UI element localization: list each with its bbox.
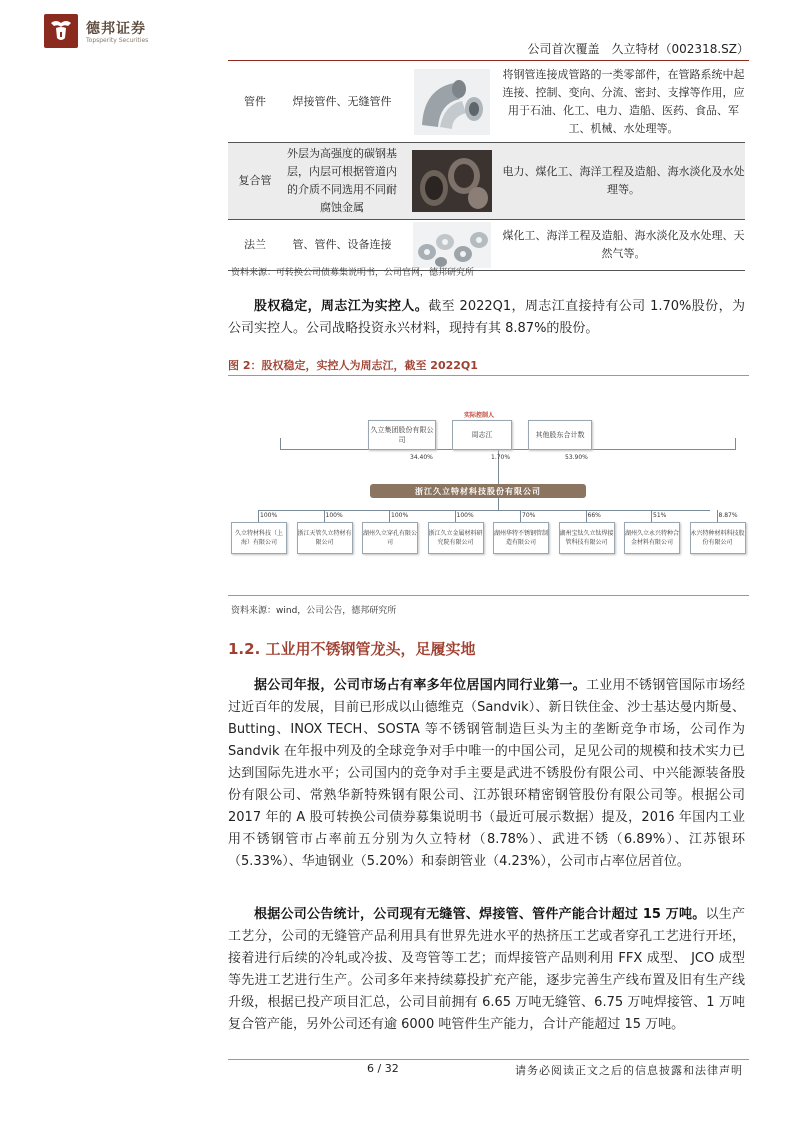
equity-paragraph [228,296,745,340]
figure-bottom-divider [228,595,749,596]
header-divider [228,60,749,61]
capacity-lead: 根据公司公告统计，公司现有无缝管、焊接管、管件产能合计超过 15 万吨。 [254,907,706,922]
report-title: 公司首次覆盖 久立特材（002318.SZ） [527,42,749,56]
pipe-fitting-image [414,69,490,135]
subsidiary-box: 湖州久立穿孔有限公司 [362,522,418,554]
connector-line [735,438,736,450]
connector-line [520,510,521,522]
product-image [402,150,502,212]
main-company-box: 浙江久立特材科技股份有限公司 [370,484,586,498]
product-name: 法兰 [244,238,266,251]
brand-name-en: Topsperity Securities [86,37,149,44]
subsidiary-pct: 100% [391,512,409,519]
subsidiary-pct: 66% [587,512,601,519]
shareholder-box: 其他股东合计数 [528,420,592,450]
market-paragraph [228,675,745,873]
connector-line [586,510,587,522]
composite-pipe-image [412,150,492,212]
table-source: 资料来源：可转换公司债募集说明书，公司官网，德邦研究所 [231,268,475,278]
connector-line [455,510,456,522]
figure-source: 资料来源：wind，公司公告，德邦研究所 [231,606,397,616]
shareholder-pct: 53.90% [565,454,588,461]
product-image [402,69,502,135]
product-name: 复合管 [238,174,272,187]
subsidiary-box: 久立特材科技（上海）有限公司 [231,522,287,554]
product-name: 管件 [244,95,266,108]
connector-line [324,510,325,522]
equity-lead: 股权稳定，周志江为实控人。 [254,299,429,314]
subsidiary-pct: 100% [456,512,474,519]
capacity-paragraph [228,904,745,1036]
shareholder-pct: 34.40% [410,454,433,461]
shareholder-box: 周志江 [452,420,512,450]
connector-line [280,438,281,450]
flange-image [413,222,491,268]
product-usage: 将钢管连接成管路的一类零部件，在管路系统中起连接、控制、变向、分流、密封、支撑等作用，应用于石油、化工、电力、造船、医药、食品、军工、机械、水处理等。 [502,68,745,135]
figure-title: 图 2：股权稳定，实控人为周志江，截至 2022Q1 [228,359,478,372]
ownership-chart [228,380,745,590]
product-image [402,222,502,268]
shareholder-pct: 1.70% [491,454,511,461]
connector-line [717,510,718,522]
product-desc: 管、管件、设备连接 [292,238,392,251]
subsidiary-box: 湖州华特不锈钢管制造有限公司 [493,522,549,554]
bull-logo-icon [44,14,78,48]
product-usage: 电力、煤化工、海洋工程及造船、海水淡化及水处理等。 [502,165,745,196]
connector-line [258,510,710,511]
subsidiary-pct: 8.87% [718,512,738,519]
connector-line [651,510,652,522]
figure-top-divider [228,375,749,376]
subsidiary-box: 浙江天管久立特材有限公司 [297,522,353,554]
table-row [228,220,745,270]
market-text: 工业用不锈钢管国际市场经过近百年的发展，目前已形成以山德维克（Sandvik）、新日铁住金、沙士基达曼内斯曼、Butting、INOX TECH、SOSTA 等不锈钢管制造巨头为主的垄断竞争市场，公司作为 Sandvik 在年报中列及的全球竞争对手中唯一的中国公司，足见公司的规模和技术实力已达到国际先进水平；公司国内的竞争对手主要是武进不锈股份有限公司、中兴能源装备股份有限公司、常熟华新特殊钢有限公司、江苏银环精密钢管股份有限公司等。根据公司 2017 年的 A 股可转换公司债券募集说明书（最近可展示数据）提及，2016 年国内工业用不锈钢管市占率前五分别为久立特材（8.78%）、武进不锈（6.89%）、江苏银环（5.33%）、华迪钢业（5.20%）和泰朗管业（4.23%），公司市占率位居首位。 [228,678,745,869]
connector-line [389,510,390,522]
subsidiary-pct: 70% [522,512,536,519]
subsidiary-pct: 100% [325,512,343,519]
table-row [228,143,745,219]
equity-text: 截至 2022Q1，周志江直接持有公司 1.70%股份，为公司实控人。公司战略投资永兴材料，现持有其 8.87%的股份。 [228,299,745,336]
subsidiary-box: 湖州久立永兴特种合金材料有限公司 [624,522,680,554]
controller-label: 实际控制人 [464,412,495,419]
shareholder-box: 久立集团股份有限公司 [368,420,436,450]
product-desc: 焊接管件、无缝管件 [292,95,392,108]
connector-line [498,498,499,510]
page-number: 6 / 32 [367,1062,399,1075]
table-row [228,62,745,142]
connector-line [258,510,259,522]
footer-disclaimer: 请务必阅读正文之后的信息披露和法律声明 [515,1064,743,1077]
capacity-text: 以生产工艺分，公司的无缝管产品利用具有世界先进水平的热挤压工艺或者穿孔工艺进行开坯，接着进行后续的冷轧或冷拔、及弯管等工艺；而焊接管产品则利用 FFX 成型、 JCO 成型等先进工艺进行生产。公司多年来持续募投扩充产能，逐步完善生产线布置及旧有生产线升级，根据已投产项目汇总，公司目前拥有 6.65 万吨无缝管、6.75 万吨焊接管、1 万吨复合管产能，另外公司还有逾 6000 吨管件生产能力，合计产能超过 15 万吨。 [228,907,745,1032]
market-lead: 据公司年报，公司市场占有率多年位居国内同行业第一。 [254,678,586,693]
brand-name: 德邦证券 [86,21,146,37]
footer-divider [228,1059,749,1060]
subsidiary-pct: 51% [653,512,667,519]
section-title: 1.2. 工业用不锈钢管龙头，足履实地 [228,640,476,658]
product-desc: 外层为高强度的碳钢基层，内层可根据管道内的介质不同选用不同耐腐蚀金属 [287,147,397,214]
subsidiary-box: 永兴特种材料科技股份有限公司 [690,522,746,554]
subsidiary-pct: 100% [260,512,278,519]
subsidiary-box: 湖州宝钛久立钛焊接管科技有限公司 [559,522,615,554]
product-usage: 煤化工、海洋工程及造船、海水淡化及水处理、天然气等。 [502,229,745,260]
brand-logo [44,14,78,48]
subsidiary-box: 浙江久立金属材料研究院有限公司 [428,522,484,554]
